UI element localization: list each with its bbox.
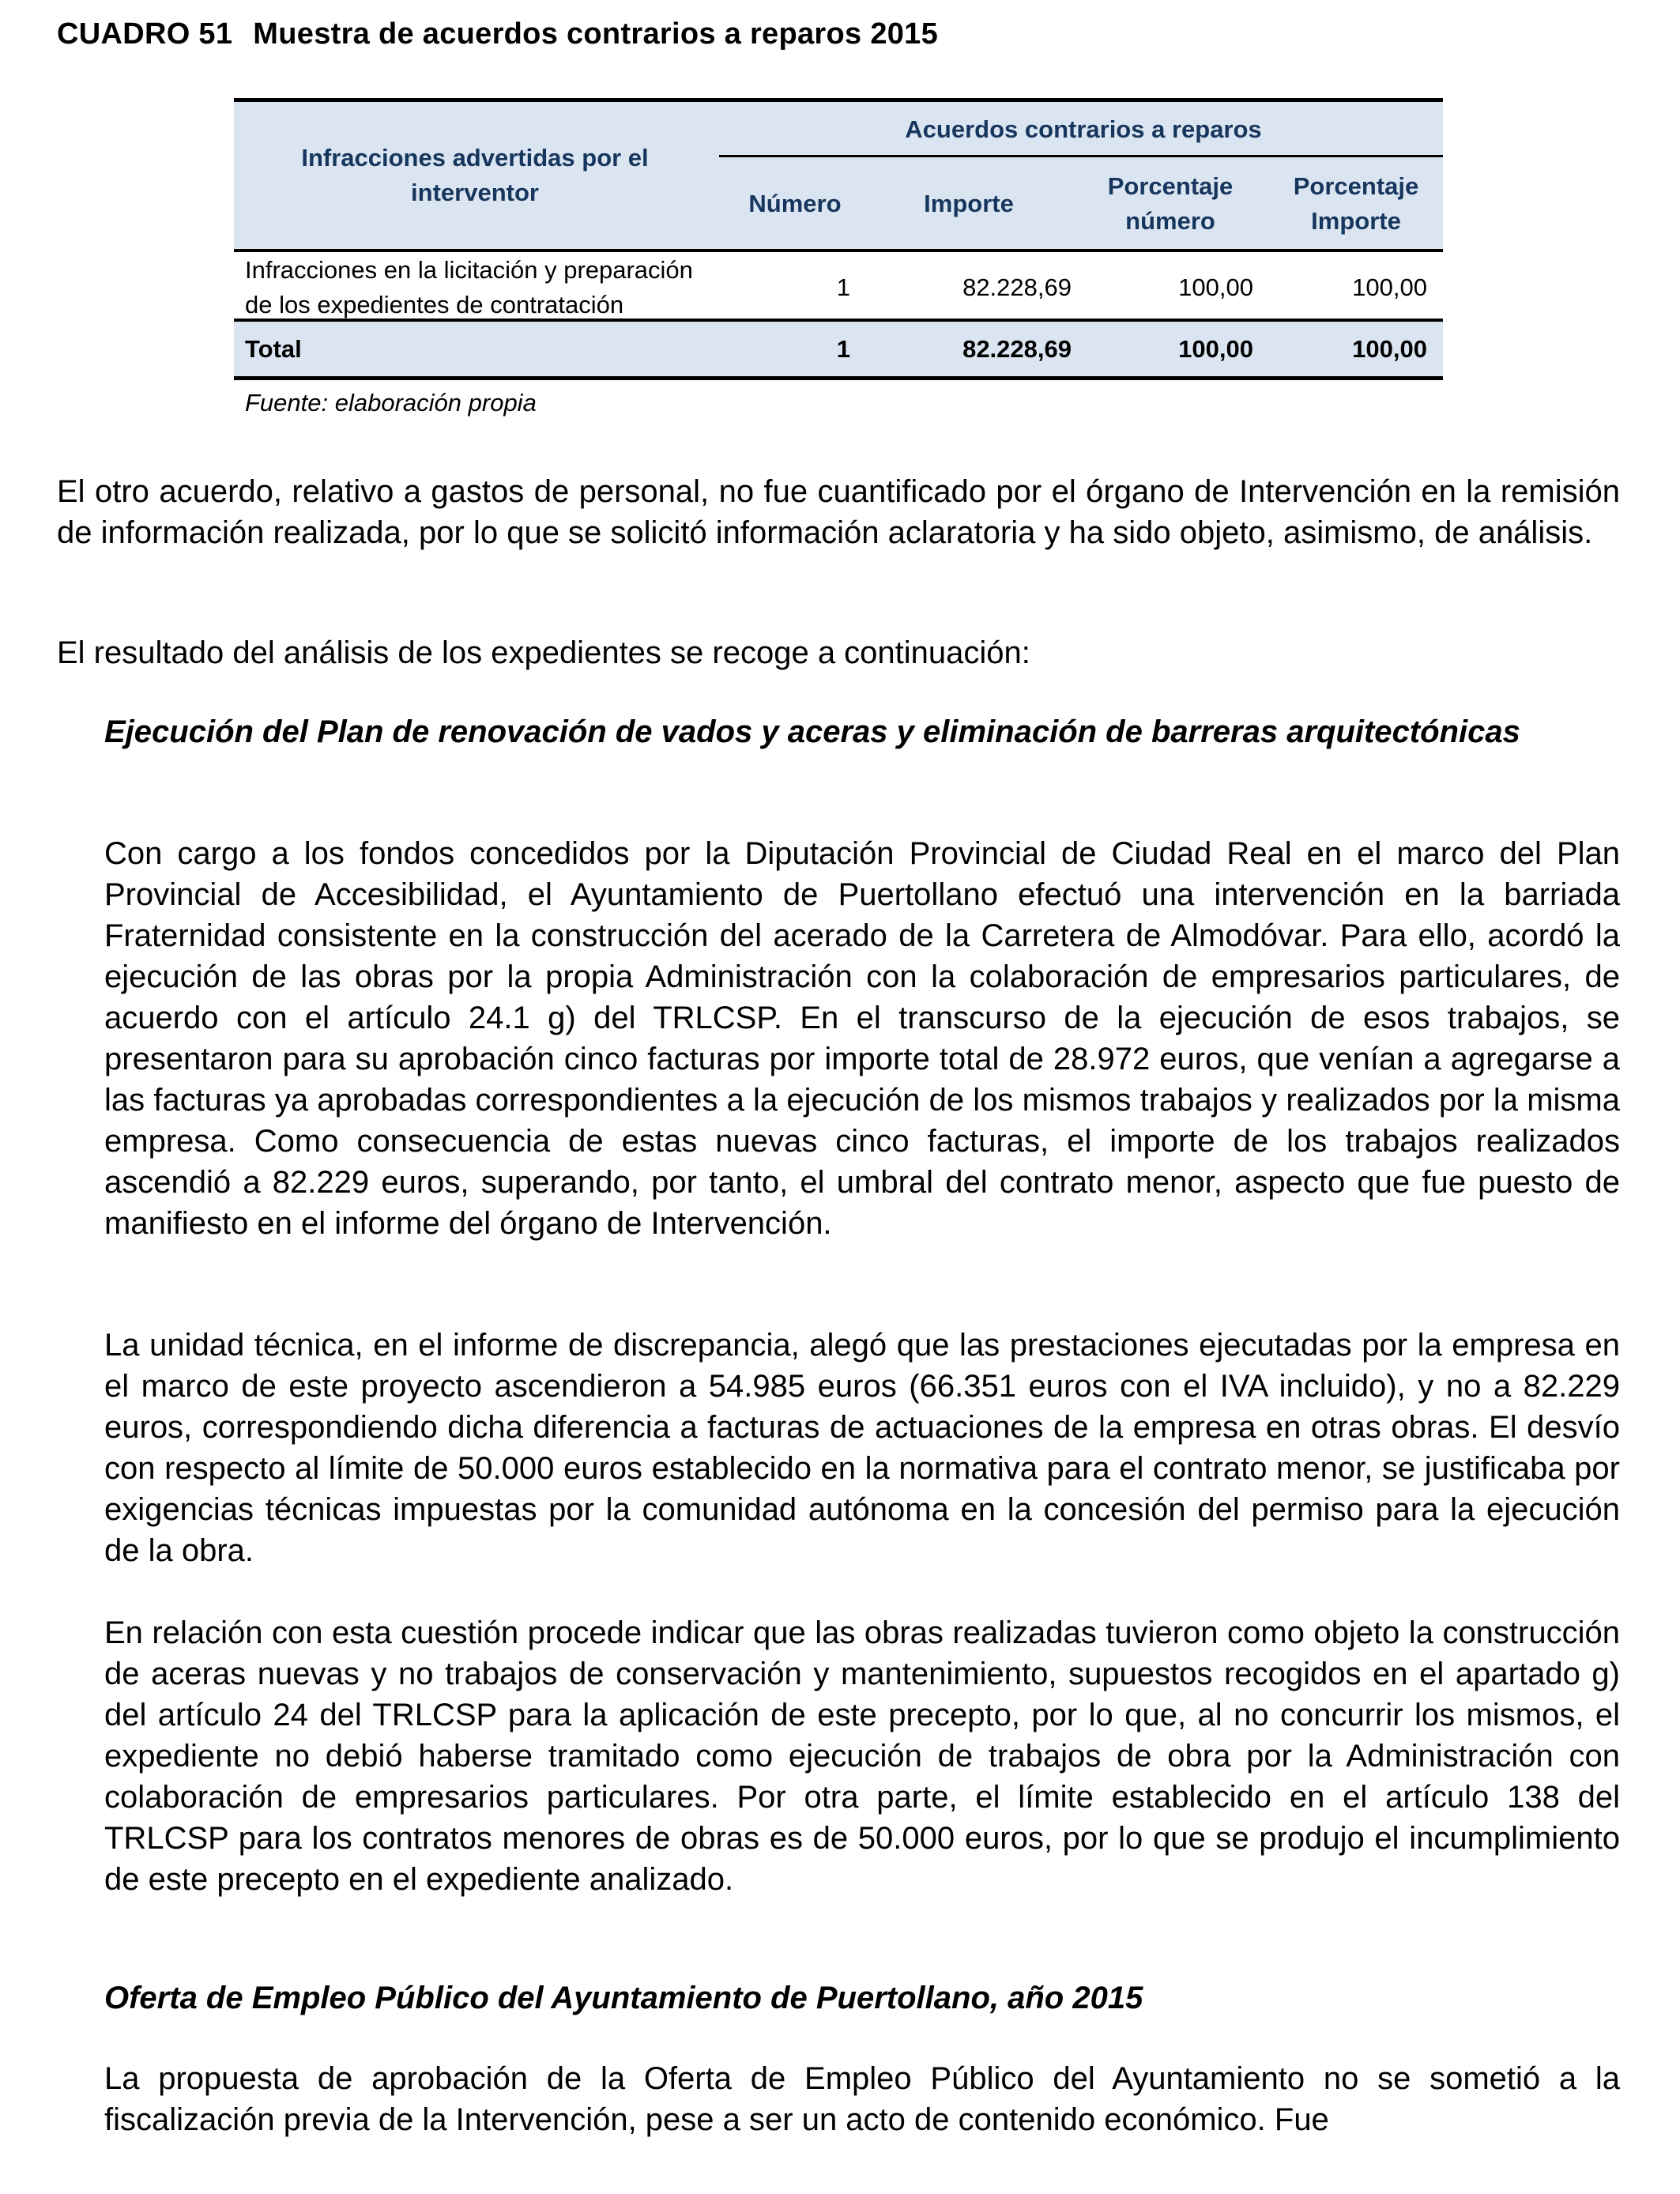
table-top-rule: [234, 98, 1443, 102]
table-cell-importe: 82.228,69: [962, 273, 1072, 301]
table-row-label: Infracciones en la licitación y preparación de los expedientes de contratación: [245, 256, 693, 319]
section-heading: Oferta de Empleo Público del Ayuntamiento de Puertollano, año 2015: [104, 1981, 1143, 2015]
paragraph: El otro acuerdo, relativo a gastos de personal, no fue cuantificado por el órgano de Intervención en la remisión de información realizada, por lo que se solicitó información aclaratoria y ha sido objeto, asimismo, de análisis.: [57, 474, 1620, 550]
table-caption-title: Muestra de acuerdos contrarios a reparos 2015: [253, 17, 939, 51]
column-header-porcentaje-numero: Porcentaje número: [1107, 172, 1234, 235]
paragraph: El resultado del análisis de los expedientes se recoge a continuación:: [57, 635, 1030, 670]
paragraph: La propuesta de aprobación de la Oferta de Empleo Público del Ayuntamiento no se sometió a la fiscalización previa de la Intervención, pese a ser un acto de contenido económico. Fue: [104, 2061, 1620, 2137]
table-bottom-rule: [234, 376, 1443, 380]
column-header-infracciones: Infracciones advertidas por el interventor: [301, 144, 649, 206]
table-total-porcentaje-importe: 100,00: [1352, 335, 1427, 363]
column-header-numero: Número: [748, 190, 842, 217]
table-group-rule: [719, 155, 1443, 157]
table-total-porcentaje-numero: 100,00: [1178, 335, 1253, 363]
table-total-label: Total: [245, 335, 302, 363]
table-cell-porcentaje-numero: 100,00: [1178, 273, 1253, 301]
table-cell-porcentaje-importe: 100,00: [1352, 273, 1427, 301]
table-cell-numero: 1: [836, 273, 850, 301]
data-table: [234, 98, 1443, 383]
paragraph: La unidad técnica, en el informe de discrepancia, alegó que las prestaciones ejecutadas por la empresa en el marco de este proyecto ascendieron a 54.985 euros (66.351 euros con el IVA incluido), y no a 82.229 euros, correspondiendo dicha diferencia a facturas de actuaciones de la empresa en otras obras. El desvío con respecto al límite de 50.000 euros establecido en la normativa para el contrato menor, se justificaba por exigencias técnicas impuestas por la comunidad autónoma en la concesión del permiso para la ejecución de la obra.: [104, 1328, 1620, 1568]
section-heading: Ejecución del Plan de renovación de vados y aceras y eliminación de barreras arquitectónicas: [104, 714, 1520, 749]
table-total-numero: 1: [836, 335, 850, 363]
paragraph: Con cargo a los fondos concedidos por la Diputación Provincial de Ciudad Real en el marco del Plan Provincial de Accesibilidad, el Ayuntamiento de Puertollano efectuó una intervención en la barriada Fraternidad consistente en la construcción del acerado de la Carretera de Almodóvar. Para ello, acordó la ejecución de las obras por la propia Administración con la colaboración de empresarios particulares, de acuerdo con el artículo 24.1 g) del TRLCSP. En el transcurso de la ejecución de esos trabajos, se presentaron para su aprobación cinco facturas por importe total de 28.972 euros, que venían a agregarse a las facturas ya aprobadas correspondientes a la ejecución de los mismos trabajos y realizados por la misma empresa. Como consecuencia de estas nuevas cinco facturas, el importe de los trabajos realizados ascendió a 82.229 euros, superando, por tanto, el umbral del contrato menor, aspecto que fue puesto de manifiesto en el informe del órgano de Intervención.: [104, 836, 1620, 1241]
paragraph: En relación con esta cuestión procede indicar que las obras realizadas tuvieron como objeto la construcción de aceras nuevas y no trabajos de conservación y mantenimiento, supuestos recogidos en el apartado g) del artículo 24 del TRLCSP para la aplicación de este precepto, por lo que, al no concurrir los mismos, el expediente no debió haberse tramitado como ejecución de trabajos de obra por la Administración con colaboración de empresarios particulares. Por otra parte, el límite establecido en el artículo 138 del TRLCSP para los contratos menores de obras es de 50.000 euros, por lo que se produjo el incumplimiento de este precepto en el expediente analizado.: [104, 1615, 1620, 1897]
table-header-rule: [234, 249, 1443, 252]
column-group-header: Acuerdos contrarios a reparos: [905, 115, 1262, 143]
table-total-importe: 82.228,69: [962, 335, 1072, 363]
table-source-note: Fuente: elaboración propia: [245, 389, 537, 417]
table-caption: [57, 17, 938, 51]
column-header-importe: Importe: [924, 190, 1014, 217]
table-caption-label: CUADRO 51: [57, 17, 233, 51]
column-header-porcentaje-importe: Porcentaje Importe: [1293, 172, 1419, 235]
